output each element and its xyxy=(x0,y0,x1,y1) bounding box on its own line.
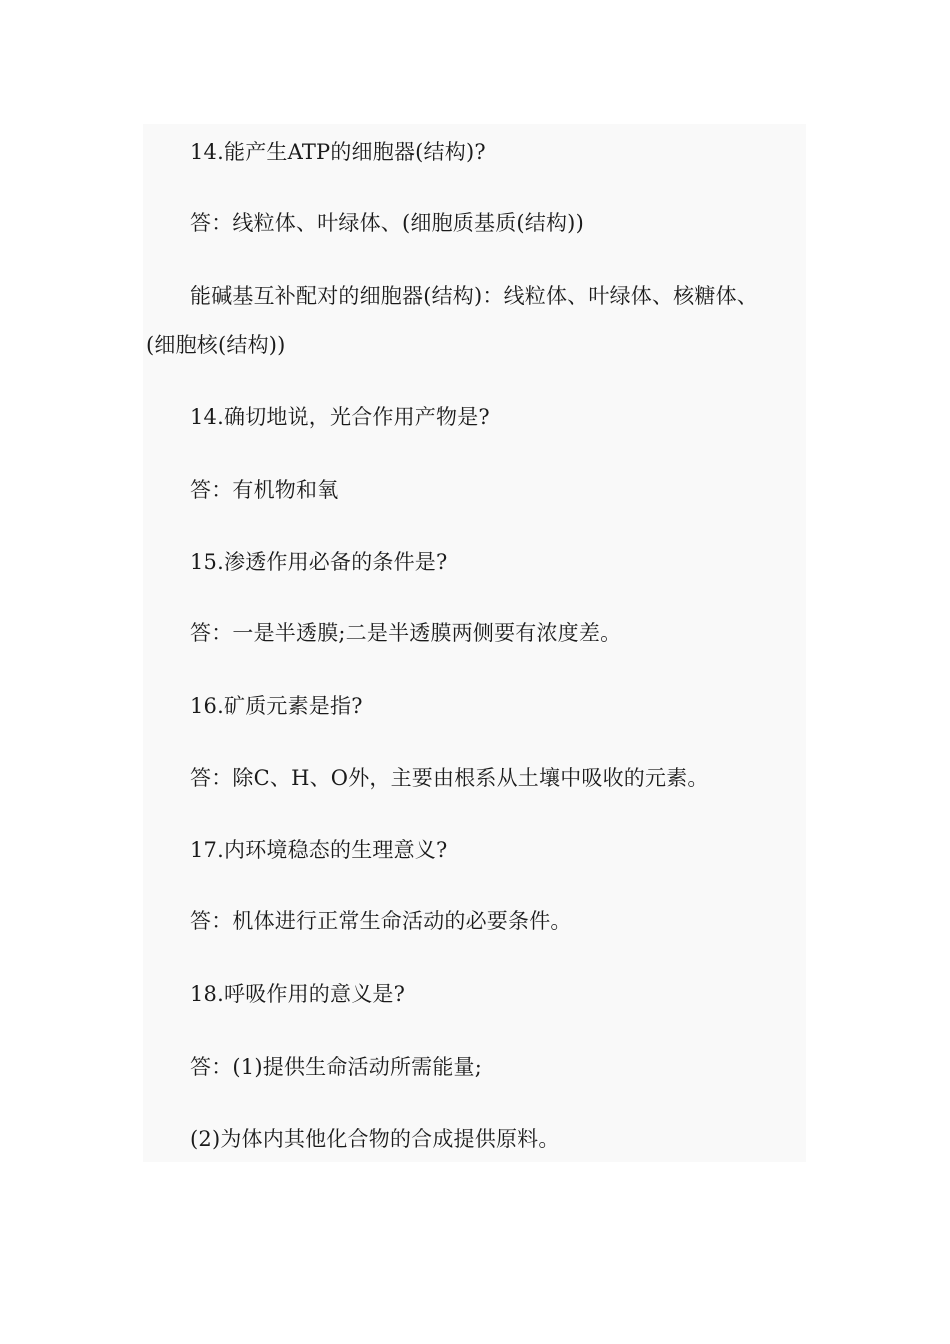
answer-18-respiration-part-1: 答：(1)提供生命活动所需能量; xyxy=(190,1055,483,1079)
question-15-osmosis: 15.渗透作用必备的条件是? xyxy=(190,550,448,574)
question-16-mineral-elements: 16.矿质元素是指? xyxy=(190,694,363,718)
answer-14-photosynthesis: 答：有机物和氧 xyxy=(190,478,339,502)
answer-18-respiration-part-2: (2)为体内其他化合物的合成提供原料。 xyxy=(190,1127,560,1151)
question-17-homeostasis: 17.内环境稳态的生理意义? xyxy=(190,838,448,862)
question-14-photosynthesis: 14.确切地说，光合作用产物是? xyxy=(190,405,490,429)
base-pairing-organelles-line-1: 能碱基互补配对的细胞器(结构)：线粒体、叶绿体、核糖体、 xyxy=(190,284,758,308)
answer-16-mineral-elements: 答：除C、H、O外，主要由根系从土壤中吸收的元素。 xyxy=(190,766,709,790)
answer-17-homeostasis: 答：机体进行正常生命活动的必要条件。 xyxy=(190,909,572,933)
answer-14-atp: 答：线粒体、叶绿体、(细胞质基质(结构)) xyxy=(190,211,584,235)
question-14-atp: 14.能产生ATP的细胞器(结构)? xyxy=(190,140,486,164)
base-pairing-organelles-line-2: (细胞核(结构)) xyxy=(146,333,286,357)
question-18-respiration: 18.呼吸作用的意义是? xyxy=(190,982,406,1006)
answer-15-osmosis: 答：一是半透膜;二是半透膜两侧要有浓度差。 xyxy=(190,621,622,645)
